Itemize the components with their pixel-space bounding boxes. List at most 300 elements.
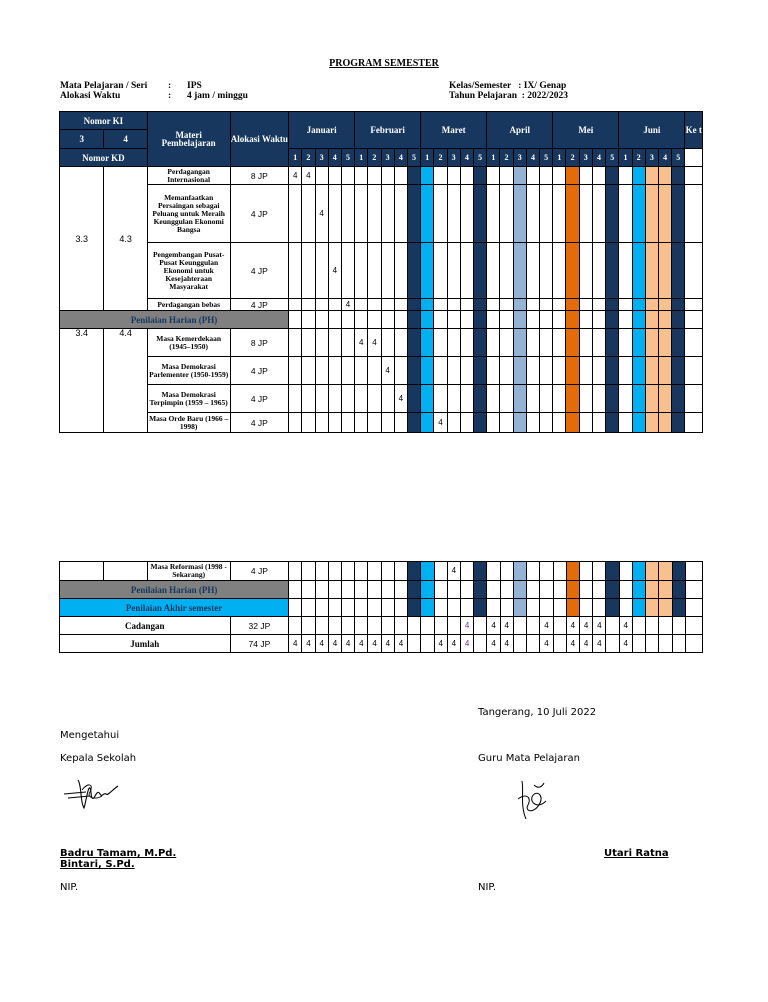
mapel-label: Mata Pelajaran / Seri — [60, 81, 148, 91]
week-cell — [315, 581, 328, 599]
week-cell: 4 — [540, 635, 553, 653]
week-cell — [355, 243, 368, 299]
week-cell — [434, 299, 447, 311]
week-cell — [646, 581, 659, 599]
week-cell — [460, 299, 473, 311]
week-number: 1 — [619, 149, 632, 167]
week-number: 4 — [526, 149, 539, 167]
week-cell: 4 — [566, 617, 579, 635]
week-number: 4 — [658, 149, 671, 167]
week-cell — [461, 581, 474, 599]
week-cell — [341, 243, 354, 299]
week-cell — [328, 357, 341, 385]
week-cell — [579, 311, 592, 329]
week-cell — [421, 357, 434, 385]
week-cell — [342, 562, 355, 581]
week-cell — [500, 599, 513, 617]
tahun-pelajaran: Tahun Pelajaran : 2022/2023 — [449, 91, 568, 101]
ket-cell — [685, 599, 702, 617]
week-cell — [672, 635, 685, 653]
week-cell: 4 — [355, 329, 368, 357]
week-cell — [421, 617, 434, 635]
week-cell — [527, 617, 540, 635]
week-cell — [328, 581, 341, 599]
week-cell — [672, 329, 685, 357]
week-cell — [632, 385, 645, 413]
signature-left-image — [60, 772, 124, 812]
week-cell — [368, 617, 381, 635]
week-number: 1 — [355, 149, 368, 167]
week-number: 4 — [460, 149, 473, 167]
week-cell — [421, 635, 434, 653]
week-cell — [672, 581, 685, 599]
week-number: 3 — [315, 149, 328, 167]
week-cell: 4 — [368, 329, 381, 357]
week-cell — [302, 185, 315, 243]
week-cell: 4 — [355, 635, 368, 653]
week-cell — [632, 167, 645, 185]
week-cell — [658, 243, 671, 299]
week-number: 5 — [606, 149, 619, 167]
week-cell — [407, 243, 420, 299]
week-number: 3 — [645, 149, 658, 167]
week-cell — [460, 357, 473, 385]
penilaian-harian-label: Penilaian Harian (PH) — [60, 311, 289, 329]
week-cell — [566, 185, 579, 243]
week-cell — [672, 413, 685, 433]
week-cell — [407, 299, 420, 311]
principal-name: Badru Tamam, M.Pd. — [60, 848, 177, 859]
week-cell — [474, 581, 487, 599]
materi-cell: Memanfaatkan Persaingan sebagai Peluang untuk Meraih Keunggulan Ekonomi Bangsa — [147, 185, 230, 243]
ket-cell — [685, 617, 702, 635]
penilaian-harian-label: Penilaian Harian (PH) — [60, 581, 289, 599]
week-cell — [341, 413, 354, 433]
week-cell — [368, 562, 381, 581]
week-cell — [302, 299, 315, 311]
week-cell — [658, 385, 671, 413]
place-date: Tangerang, 10 Juli 2022 — [478, 707, 597, 718]
week-cell — [355, 581, 368, 599]
week-cell — [289, 617, 302, 635]
week-cell — [579, 357, 592, 385]
week-cell — [553, 167, 566, 185]
week-cell — [659, 562, 672, 581]
week-cell — [566, 413, 579, 433]
week-cell — [421, 581, 434, 599]
week-cell — [341, 167, 354, 185]
month-header: Februari — [355, 112, 421, 149]
week-cell — [394, 311, 407, 329]
week-number: 4 — [328, 149, 341, 167]
week-cell — [421, 299, 434, 311]
week-cell — [672, 562, 685, 581]
week-cell — [540, 385, 553, 413]
week-cell — [632, 243, 645, 299]
week-cell — [447, 581, 460, 599]
week-cell — [632, 311, 645, 329]
week-cell — [368, 243, 381, 299]
week-cell — [553, 413, 566, 433]
week-cell — [315, 385, 328, 413]
week-cell — [394, 581, 407, 599]
kd-4-cell — [104, 562, 147, 581]
week-cell — [381, 599, 394, 617]
week-cell — [566, 243, 579, 299]
jp-cell: 4 JP — [230, 385, 289, 413]
week-cell — [302, 562, 315, 581]
week-number: 3 — [381, 149, 394, 167]
jp-cell: 4 JP — [230, 357, 289, 385]
week-cell — [645, 385, 658, 413]
week-cell: 4 — [619, 617, 632, 635]
week-cell: 4 — [500, 617, 513, 635]
week-cell — [355, 385, 368, 413]
week-cell — [606, 385, 619, 413]
week-cell — [302, 617, 315, 635]
week-cell — [434, 562, 447, 581]
week-number: 1 — [487, 149, 500, 167]
table-row — [60, 385, 703, 413]
week-cell — [394, 185, 407, 243]
week-cell — [593, 562, 606, 581]
week-cell: 4 — [381, 357, 394, 385]
month-header: Januari — [289, 112, 355, 149]
week-cell: 4 — [302, 167, 315, 185]
week-cell — [553, 617, 566, 635]
materi-cell: Masa Demokrasi Parlementer (1950-1959) — [147, 357, 230, 385]
week-cell — [289, 243, 302, 299]
week-cell — [394, 357, 407, 385]
week-cell — [289, 562, 302, 581]
week-cell — [526, 357, 539, 385]
week-cell — [592, 167, 605, 185]
cadangan-row-jp: 32 JP — [230, 617, 289, 635]
week-cell — [302, 413, 315, 433]
nip-right: NIP. — [478, 882, 497, 893]
week-cell — [540, 167, 553, 185]
week-cell — [645, 185, 658, 243]
week-cell — [394, 562, 407, 581]
week-cell — [407, 413, 420, 433]
week-cell — [315, 617, 328, 635]
week-cell — [553, 385, 566, 413]
week-cell — [302, 311, 315, 329]
week-cell — [381, 167, 394, 185]
week-cell — [646, 562, 659, 581]
week-cell — [407, 311, 420, 329]
week-cell: 4 — [461, 635, 474, 653]
week-cell — [407, 185, 420, 243]
week-cell — [368, 385, 381, 413]
week-cell: 4 — [341, 299, 354, 311]
ket-header: Ke t — [685, 112, 703, 149]
week-cell — [592, 413, 605, 433]
week-cell — [368, 299, 381, 311]
week-cell — [473, 385, 486, 413]
week-cell — [355, 617, 368, 635]
week-cell — [487, 167, 500, 185]
alokasi-header: Alokasi Waktu — [230, 112, 289, 167]
week-cell — [408, 562, 421, 581]
week-cell — [421, 311, 434, 329]
week-cell — [447, 185, 460, 243]
week-cell — [394, 599, 407, 617]
week-number: 5 — [672, 149, 685, 167]
jp-cell: 4 JP — [230, 185, 289, 243]
week-cell — [474, 599, 487, 617]
materi-cell: Perdagangan Internasional — [147, 167, 230, 185]
week-cell — [434, 357, 447, 385]
week-cell — [593, 599, 606, 617]
materi-cell: Masa Orde Baru (1966 – 1998) — [149, 413, 229, 431]
week-cell — [328, 311, 341, 329]
ket-cell — [685, 299, 703, 311]
week-cell — [672, 299, 685, 311]
week-cell — [460, 311, 473, 329]
week-number: 5 — [341, 149, 354, 167]
week-cell — [632, 185, 645, 243]
week-cell — [434, 311, 447, 329]
week-cell — [473, 357, 486, 385]
week-cell — [302, 599, 315, 617]
week-cell — [302, 357, 315, 385]
week-cell — [527, 581, 540, 599]
week-cell — [619, 385, 632, 413]
week-cell — [447, 599, 460, 617]
week-cell — [460, 329, 473, 357]
week-cell — [328, 329, 341, 357]
week-cell — [474, 635, 487, 653]
week-cell — [619, 311, 632, 329]
week-cell — [315, 299, 328, 311]
week-number: 2 — [302, 149, 315, 167]
week-cell — [447, 413, 460, 433]
teacher-name: Utari Ratna — [604, 848, 669, 859]
week-cell — [606, 413, 619, 433]
kd-4-cell: 4.3 — [104, 167, 147, 311]
week-cell — [460, 167, 473, 185]
week-cell — [553, 581, 566, 599]
week-cell — [447, 299, 460, 311]
week-cell — [592, 329, 605, 357]
week-cell — [566, 329, 579, 357]
week-cell — [447, 243, 460, 299]
jp-cell: 4 JP — [230, 299, 289, 311]
week-cell — [368, 581, 381, 599]
jp-cell: 8 JP — [230, 329, 289, 357]
alokasi-value: 4 jam / minggu — [187, 91, 248, 101]
week-cell — [368, 413, 381, 433]
week-cell — [315, 562, 328, 581]
week-cell — [513, 185, 526, 243]
week-cell — [460, 385, 473, 413]
week-cell — [672, 617, 685, 635]
week-cell — [645, 311, 658, 329]
week-cell — [487, 311, 500, 329]
week-cell — [513, 385, 526, 413]
week-cell — [592, 311, 605, 329]
ket-cell — [685, 167, 703, 185]
week-cell: 4 — [434, 413, 447, 433]
week-cell — [553, 311, 566, 329]
ki-4-header: 4 — [104, 130, 147, 149]
week-cell — [592, 357, 605, 385]
week-cell — [460, 185, 473, 243]
week-cell — [341, 329, 354, 357]
week-number: 3 — [447, 149, 460, 167]
week-cell — [540, 562, 553, 581]
week-cell — [566, 357, 579, 385]
week-cell — [368, 167, 381, 185]
kd-4-cell: 4.4 — [104, 329, 147, 433]
week-cell — [606, 581, 619, 599]
week-cell — [487, 243, 500, 299]
week-cell — [540, 311, 553, 329]
week-cell: 4 — [394, 635, 407, 653]
week-cell — [328, 167, 341, 185]
week-cell — [434, 385, 447, 413]
week-cell — [646, 635, 659, 653]
week-cell — [579, 599, 592, 617]
week-cell — [341, 385, 354, 413]
week-cell — [355, 311, 368, 329]
table-row — [60, 357, 703, 385]
week-cell: 4 — [447, 635, 460, 653]
week-number: 1 — [553, 149, 566, 167]
week-cell — [355, 599, 368, 617]
week-cell — [289, 599, 302, 617]
week-cell — [553, 185, 566, 243]
week-cell — [566, 581, 579, 599]
week-cell — [526, 329, 539, 357]
week-cell — [394, 413, 407, 433]
week-cell — [566, 311, 579, 329]
kepala-sekolah-label: Kepala Sekolah — [60, 753, 137, 764]
week-cell — [645, 329, 658, 357]
table-row — [60, 243, 703, 299]
week-cell — [579, 562, 592, 581]
week-cell — [632, 599, 645, 617]
week-cell — [540, 243, 553, 299]
week-cell — [328, 385, 341, 413]
week-cell — [381, 185, 394, 243]
signature-right-image — [512, 775, 552, 825]
program-semester-table-continued — [59, 561, 703, 653]
jp-cell: 4 JP — [230, 562, 289, 581]
week-cell — [500, 357, 513, 385]
week-cell — [473, 185, 486, 243]
week-cell — [606, 357, 619, 385]
week-cell — [500, 385, 513, 413]
week-cell — [646, 599, 659, 617]
ket-cell — [685, 581, 702, 599]
week-cell — [460, 243, 473, 299]
week-cell — [632, 299, 645, 311]
month-header: April — [487, 112, 553, 149]
month-header: Mei — [553, 112, 619, 149]
week-cell — [540, 599, 553, 617]
alokasi-separator: : — [168, 91, 172, 101]
week-cell — [408, 581, 421, 599]
week-cell — [289, 357, 302, 385]
week-cell — [421, 167, 434, 185]
week-cell — [579, 185, 592, 243]
week-cell: 4 — [487, 617, 500, 635]
week-cell — [579, 167, 592, 185]
week-cell: 4 — [500, 635, 513, 653]
week-cell — [619, 413, 632, 433]
week-cell — [289, 329, 302, 357]
week-cell — [487, 581, 500, 599]
week-cell — [658, 357, 671, 385]
week-cell — [566, 562, 579, 581]
week-cell — [447, 385, 460, 413]
ket-cell — [685, 357, 703, 385]
week-cell — [447, 617, 460, 635]
week-cell: 4 — [381, 635, 394, 653]
kd-3-cell: 3.3 — [60, 167, 104, 311]
week-cell — [473, 413, 486, 433]
ket-cell — [685, 149, 703, 167]
week-cell — [619, 329, 632, 357]
kd-3-cell: 3.4 — [60, 329, 104, 433]
week-cell — [579, 385, 592, 413]
week-cell — [381, 299, 394, 311]
week-cell — [289, 299, 302, 311]
penilaian-akhir-semester-label: Penilaian Akhir semester — [60, 599, 289, 617]
week-cell: 4 — [289, 167, 302, 185]
week-cell — [434, 167, 447, 185]
materi-header: Materi Pembelajaran — [147, 112, 230, 167]
ket-cell — [685, 635, 702, 653]
week-cell — [315, 413, 328, 433]
guru-label: Guru Mata Pelajaran — [478, 753, 580, 764]
nomor-kd-header: Nomor KD — [60, 149, 148, 167]
week-number: 2 — [434, 149, 447, 167]
week-cell: 4 — [540, 617, 553, 635]
week-cell — [579, 329, 592, 357]
week-cell: 4 — [579, 617, 592, 635]
week-cell — [473, 299, 486, 311]
week-cell — [500, 185, 513, 243]
week-cell — [355, 413, 368, 433]
week-cell — [513, 167, 526, 185]
week-cell: 4 — [328, 635, 341, 653]
week-number: 2 — [566, 149, 579, 167]
week-cell — [487, 329, 500, 357]
week-cell — [579, 581, 592, 599]
week-cell — [672, 311, 685, 329]
week-number: 4 — [394, 149, 407, 167]
week-cell — [394, 329, 407, 357]
week-cell — [513, 329, 526, 357]
week-cell — [645, 357, 658, 385]
week-cell — [553, 329, 566, 357]
week-cell — [500, 413, 513, 433]
week-cell — [434, 243, 447, 299]
week-cell — [606, 329, 619, 357]
week-number: 5 — [407, 149, 420, 167]
week-cell — [500, 311, 513, 329]
week-cell — [646, 617, 659, 635]
week-cell — [619, 243, 632, 299]
week-cell — [434, 617, 447, 635]
week-cell — [381, 311, 394, 329]
week-cell — [407, 385, 420, 413]
week-cell — [658, 185, 671, 243]
week-cell — [328, 413, 341, 433]
